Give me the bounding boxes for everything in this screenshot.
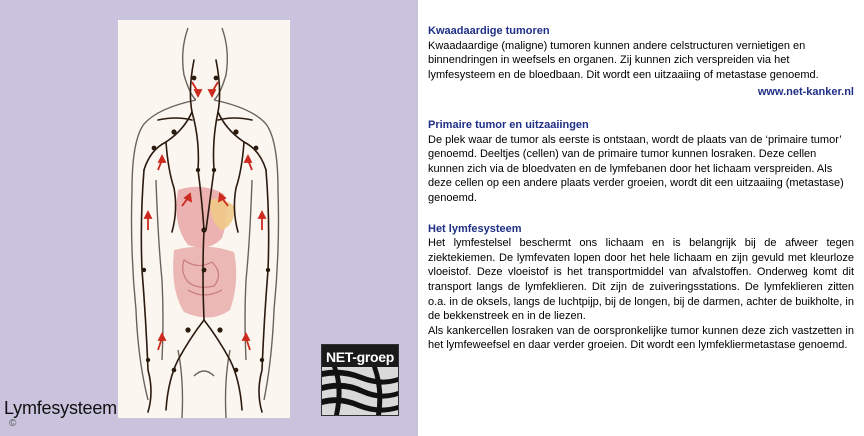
- section-malignant-tumors: [428, 24, 854, 100]
- illustration-caption: Lymfesysteem: [4, 398, 117, 418]
- section-body: Het lymfestelsel beschermt ons lichaam en is belangrijk bij de afweer tegen ziektekiemen. De lymfevaten lopen door het hele lichaam en zijn gevuld met kleurloze vloeistof. Deze vloeistof is het transportmiddel van afvalstoffen. Onderweg komt dit transport langs de lymfeklieren. Dit zijn de zuiveringsstations. De lymfeklieren zitten o.a. in de oksels, langs de luchtpijp, bij de longen, bij de darmen, achter de buikholte, in de bekkenstreek en in de liezen.: [428, 237, 854, 323]
- section-primary-tumor: [428, 118, 854, 206]
- logo-label: NET-groep: [325, 349, 395, 365]
- text-panel: [428, 24, 854, 353]
- lymphatic-system-illustration: [118, 20, 290, 418]
- zebra-stripes-image: [322, 367, 398, 415]
- section-heading: Primaire tumor en uitzaaiingen: [428, 118, 589, 131]
- section-heading: Het lymfesysteem: [428, 222, 522, 235]
- net-groep-logo: [321, 344, 399, 416]
- body-diagram: [118, 20, 290, 418]
- source-link[interactable]: www.net-kanker.nl: [757, 86, 854, 99]
- intestines: [173, 246, 236, 317]
- copyright-mark: ©: [9, 418, 17, 429]
- section-lymph-system: [428, 222, 854, 353]
- section-heading: Kwaadaardige tumoren: [428, 25, 550, 37]
- illustration-panel: [0, 0, 418, 436]
- section-body: De plek waar de tumor als eerste is ontstaan, wordt de plaats van de ‘primaire tumor’ genoemd. Deeltjes (cellen) van de primaire tumor kunnen losraken. Deze cellen kunnen zich via de bloedvaten en de lymfebanen door het lichaam verspreiden. Als deze cellen op een andere plaats verder groeien, wordt dit een uitzaaiing (metastase) genoemd.: [428, 133, 844, 204]
- section-body-continued: Als kankercellen losraken van de oorspronkelijke tumor kunnen deze zich vastzetten in het lymfeweefsel en daar verder groeien. Dit wordt een lymfekliermetastase genoemd.: [428, 324, 854, 352]
- section-body: Kwaadaardige (maligne) tumoren kunnen andere celstructuren vernietigen en binnendringen in weefsels en organen. Zij kunnen zich verspreiden via het lymfesysteem en de bloedbaan. Dit wordt een uitzaaiing of metastase genoemd.: [428, 39, 819, 81]
